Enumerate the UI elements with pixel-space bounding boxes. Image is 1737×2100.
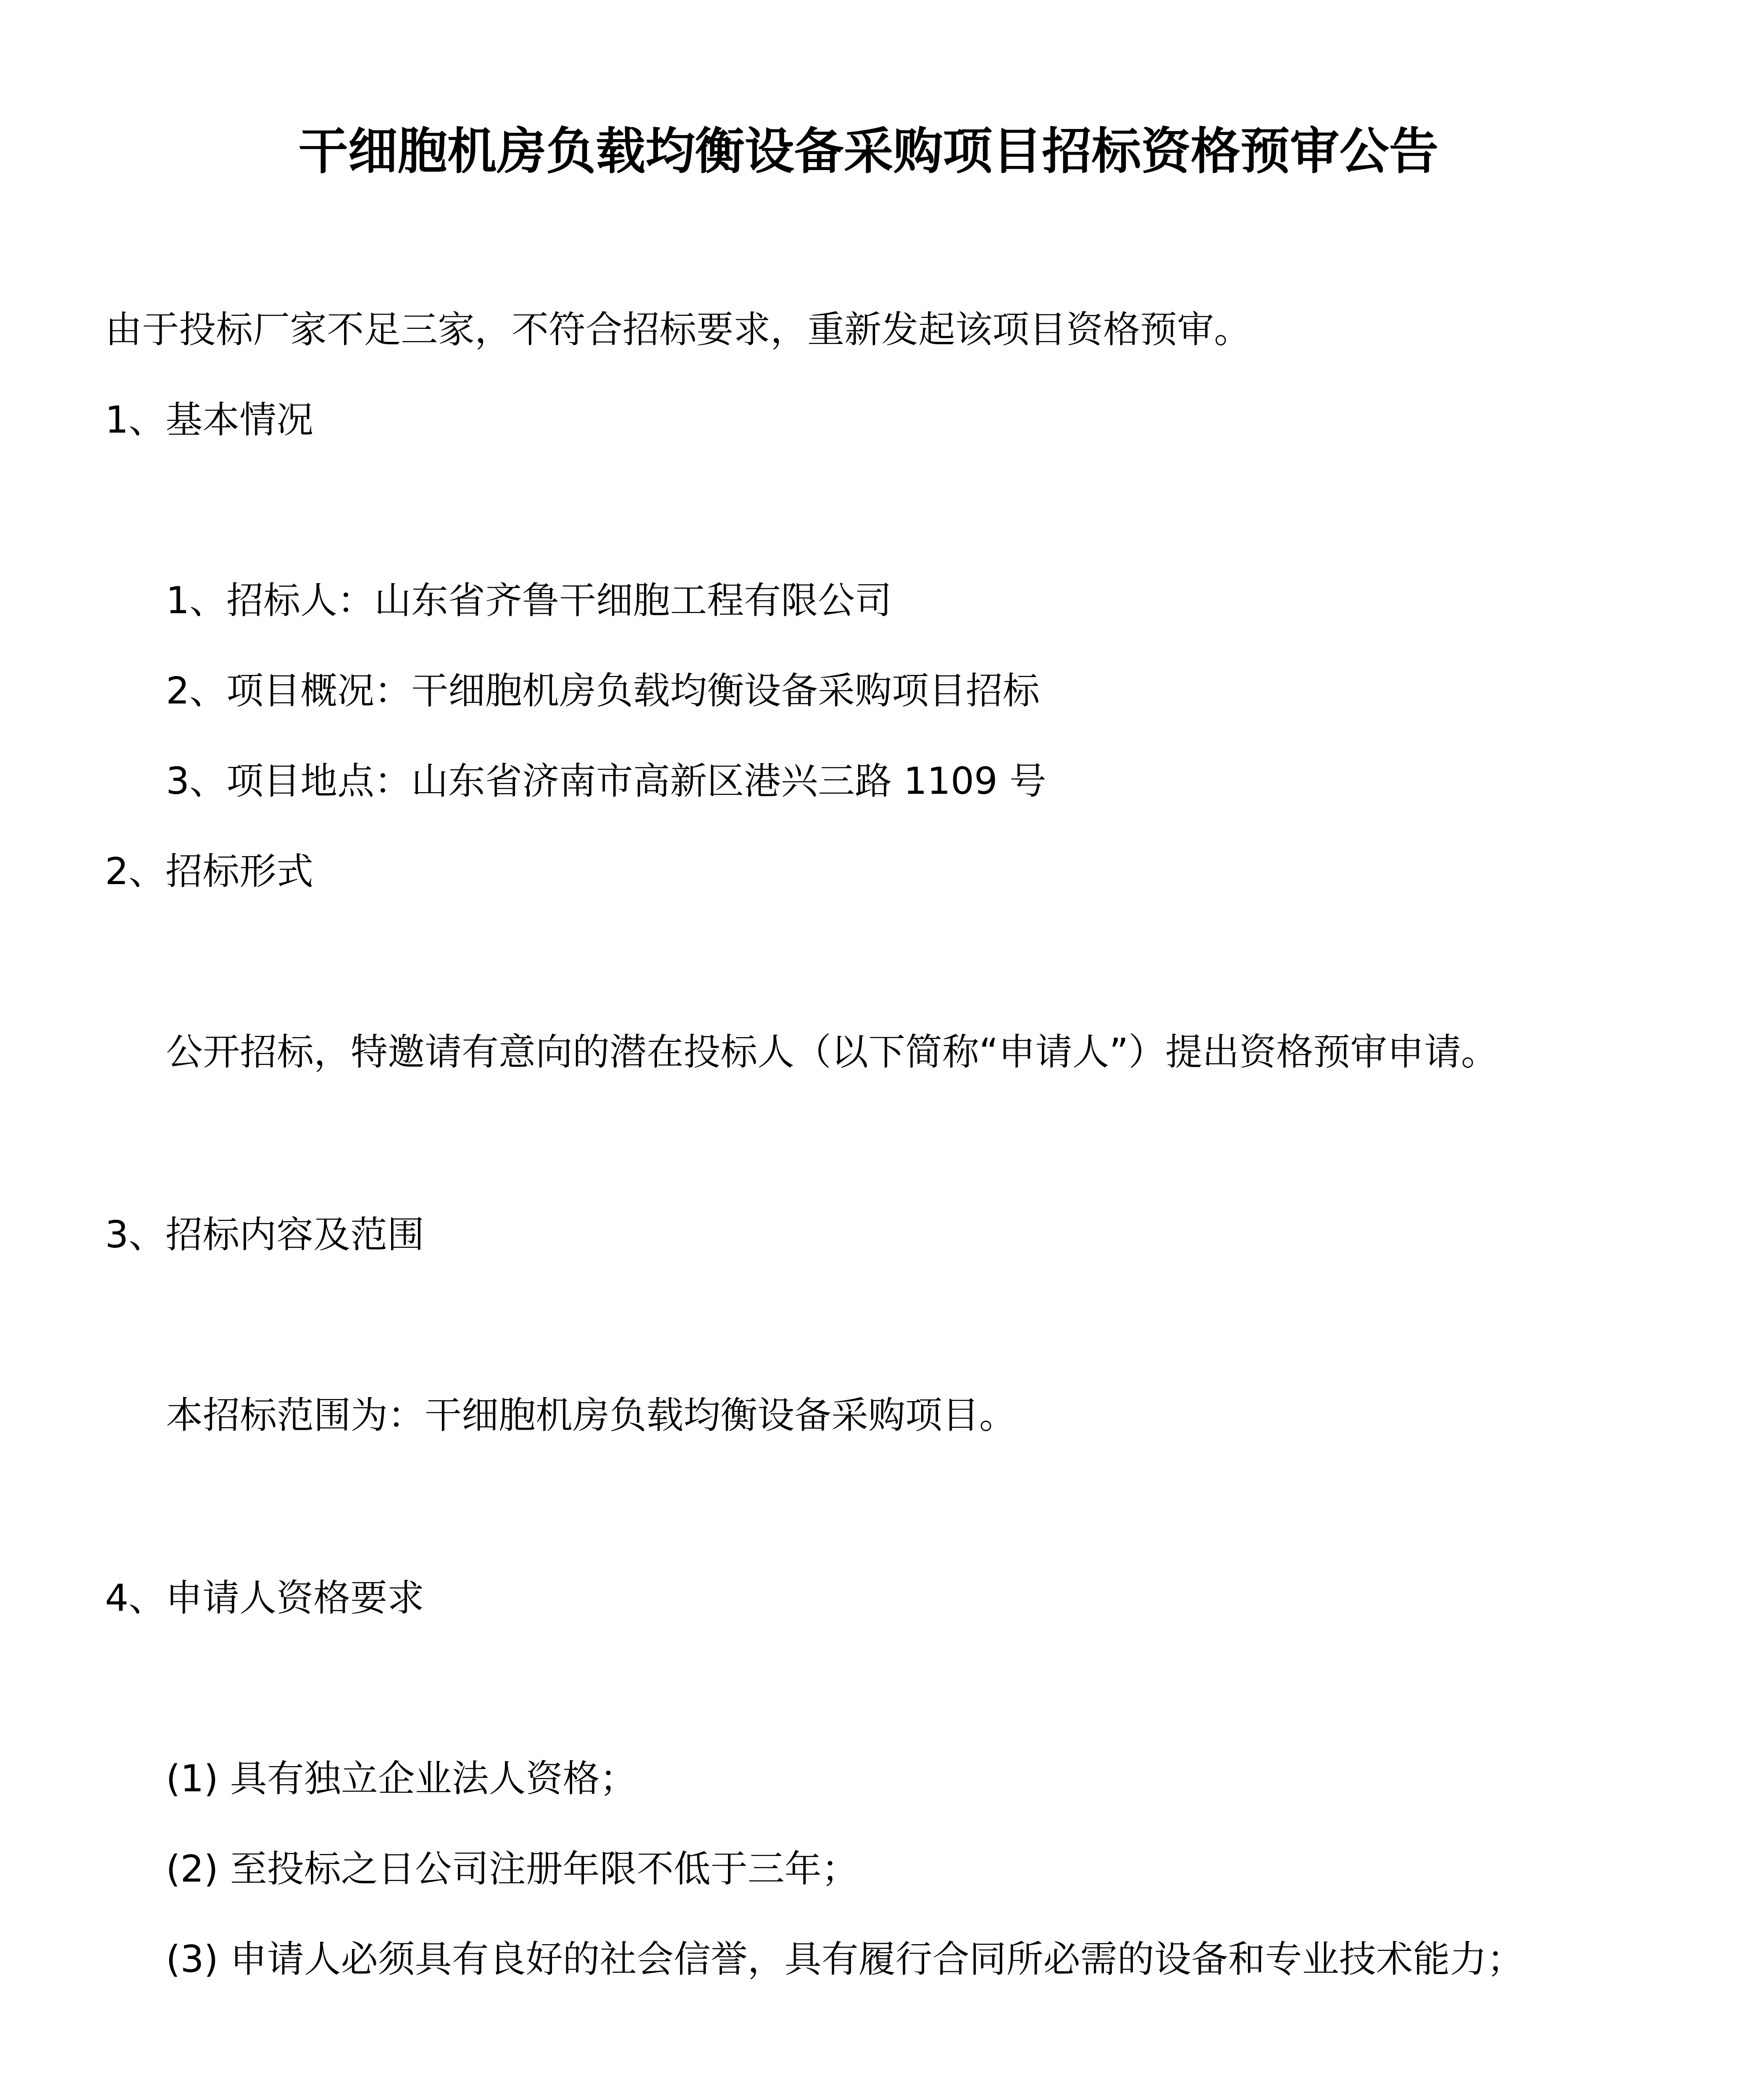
section-2-text: 公开招标，特邀请有意向的潜在投标人（以下简称“申请人”）提出资格预审申请。 bbox=[166, 1030, 1498, 1074]
section-4-heading: 4、申请人资格要求 bbox=[105, 1576, 424, 1620]
document-title: 干细胞机房负载均衡设备采购项目招标资格预审公告 bbox=[298, 122, 1439, 180]
requirement-item-2: (2) 至投标之日公司注册年限不低于三年； bbox=[166, 1847, 859, 1890]
section-1-heading: 1、基本情况 bbox=[105, 398, 313, 441]
section-1-item-location: 3、项目地点：山东省济南市高新区港兴三路 1109 号 bbox=[166, 759, 1046, 803]
section-3-heading: 3、招标内容及范围 bbox=[105, 1213, 424, 1256]
section-1-item-tenderer: 1、招标人：山东省齐鲁干细胞工程有限公司 bbox=[166, 579, 892, 622]
requirement-item-1: (1) 具有独立企业法人资格； bbox=[166, 1757, 637, 1800]
section-2-heading: 2、招标形式 bbox=[105, 850, 313, 893]
section-3-text: 本招标范围为：干细胞机房负载均衡设备采购项目。 bbox=[166, 1394, 1017, 1437]
section-1-item-overview: 2、项目概况：干细胞机房负载均衡设备采购项目招标 bbox=[166, 669, 1040, 712]
requirement-item-3: (3) 申请人必须具有良好的社会信誉，具有履行合同所必需的设备和专业技术能力； bbox=[166, 1937, 1524, 1981]
intro-paragraph: 由于投标厂家不足三家，不符合招标要求，重新发起该项目资格预审。 bbox=[105, 308, 1251, 351]
